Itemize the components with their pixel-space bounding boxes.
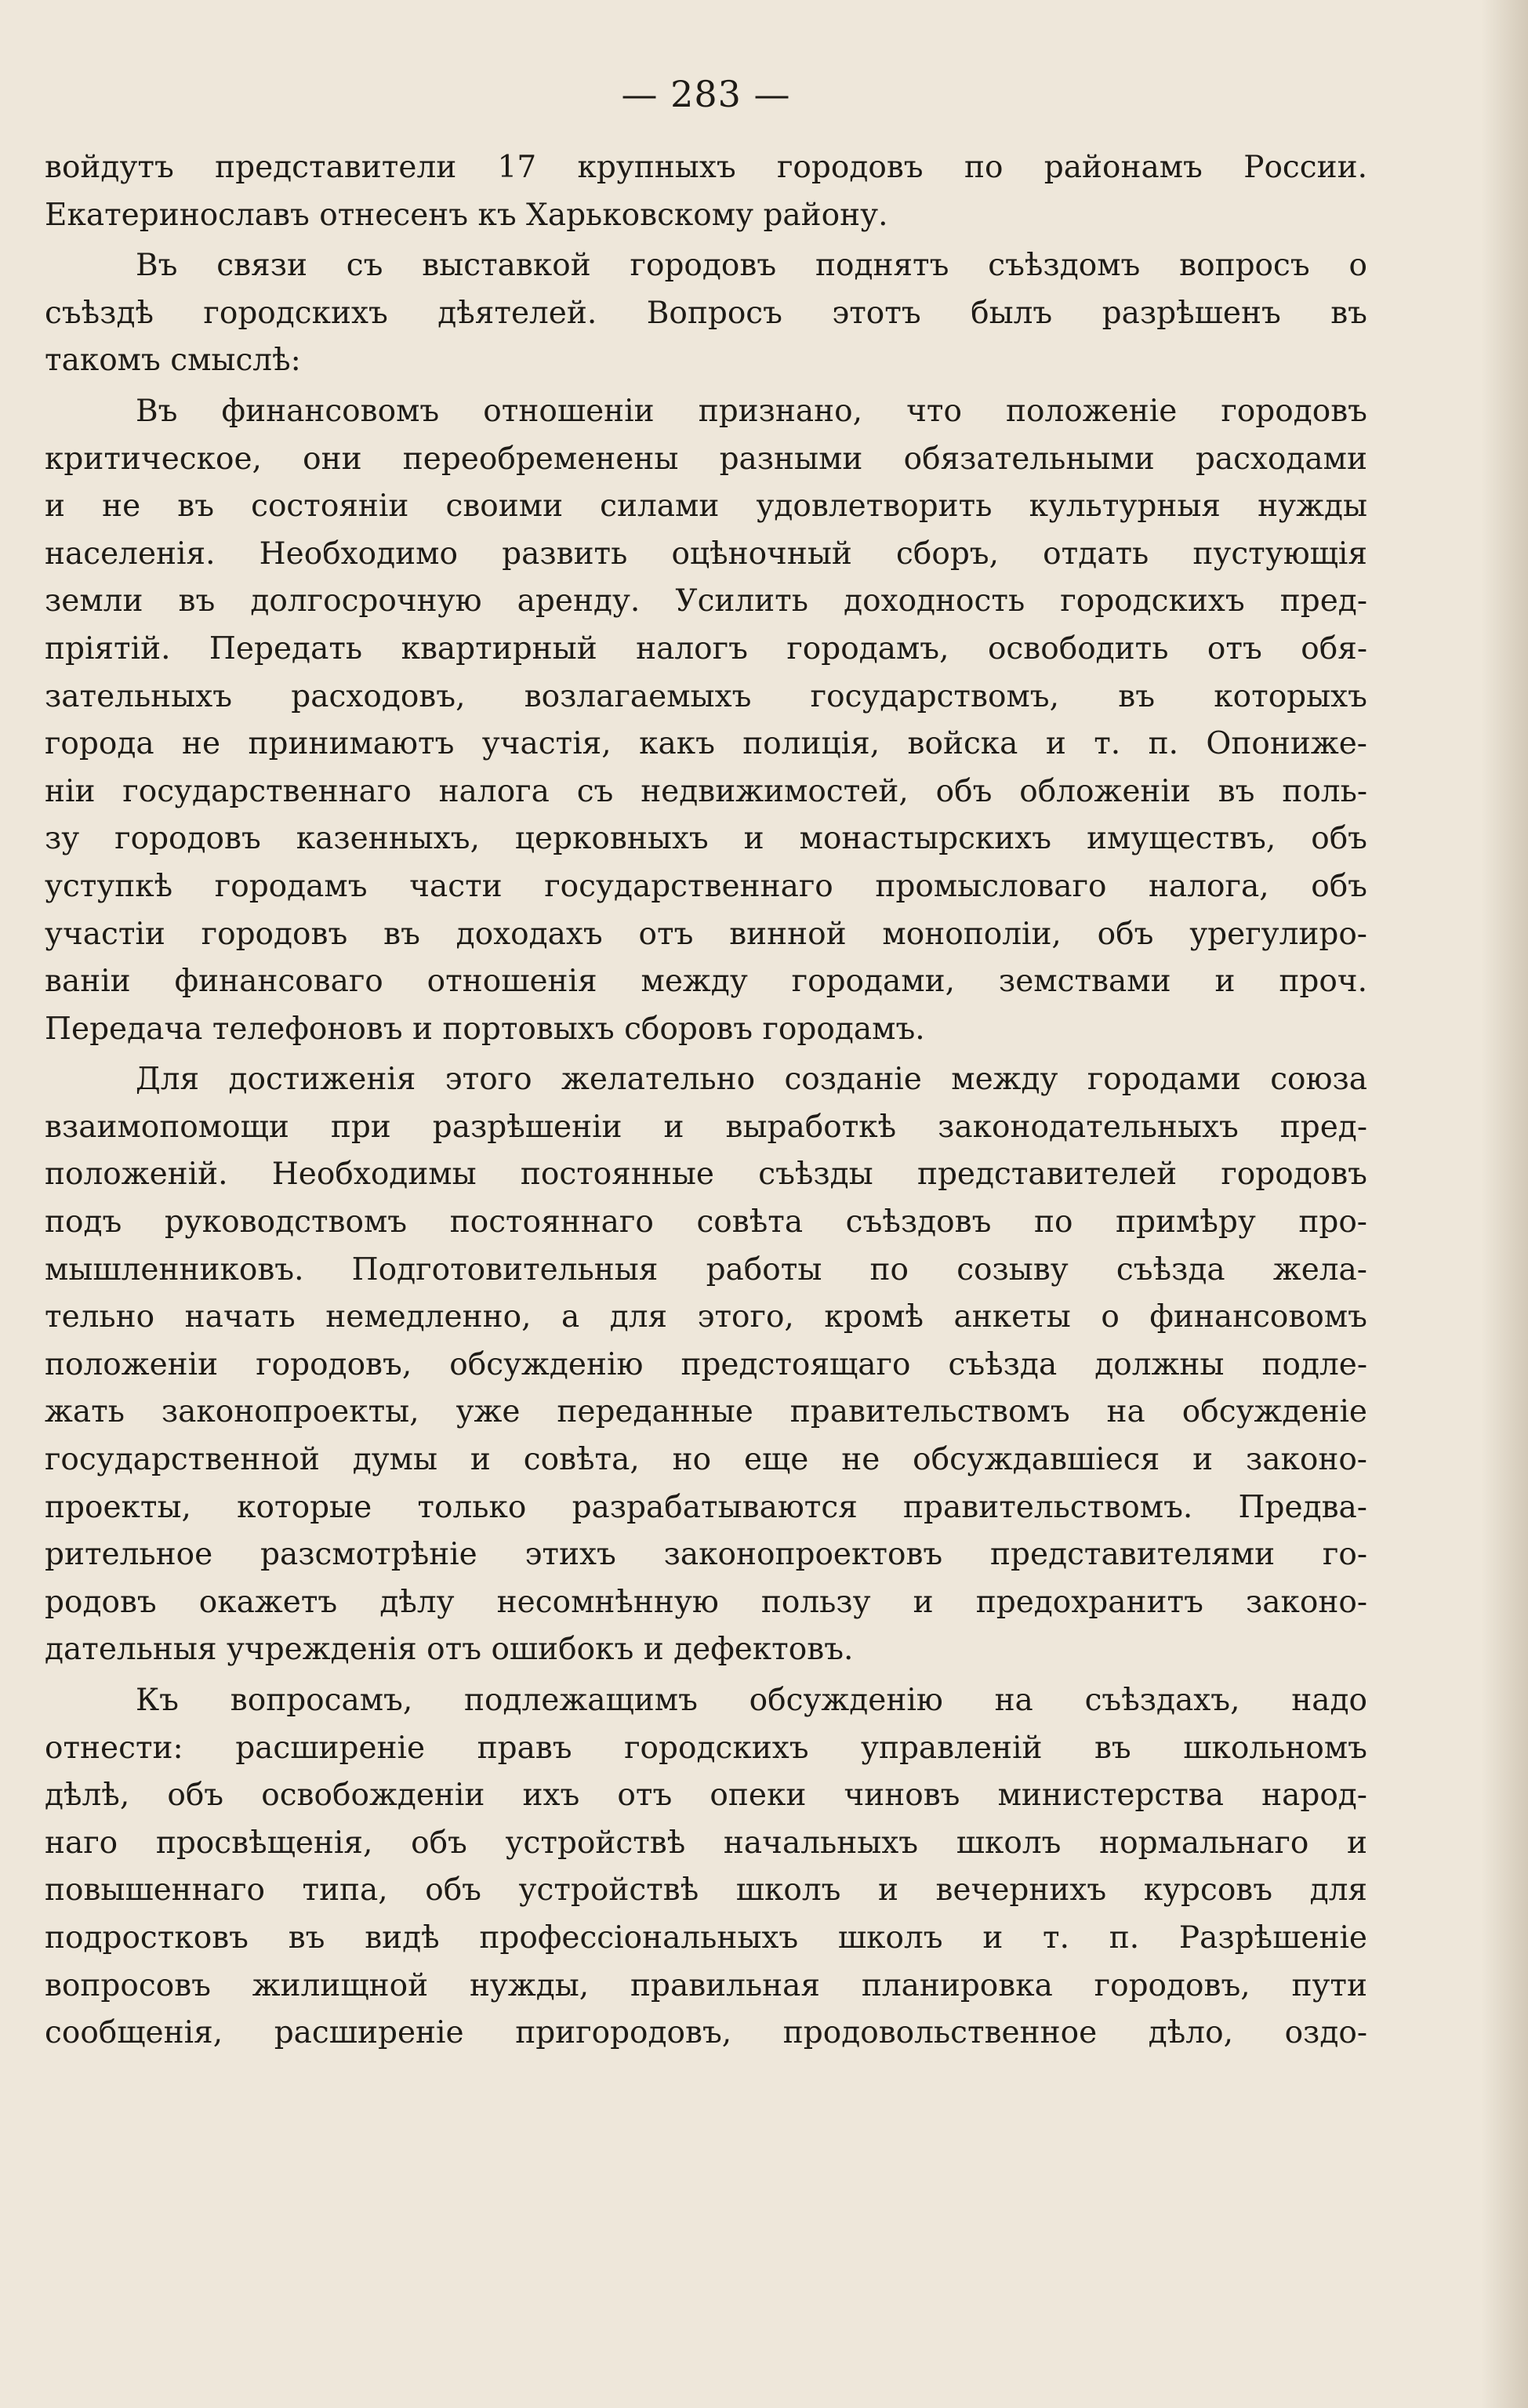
body-text	[45, 144, 1367, 2058]
text-line: критическое, они переобременены разными обязательными расходами	[45, 441, 1367, 477]
text-line: уступкѣ городамъ части государственнаго промысловаго налога, объ	[45, 868, 1367, 904]
text-line: Въ финансовомъ отношенiи признано, что положенiе городовъ	[136, 393, 1367, 429]
text-line: ванiи финансоваго отношенiя между городами, земствами и проч.	[45, 964, 1367, 1000]
text-line: такомъ смыслѣ:	[45, 343, 301, 379]
text-line: Для достиженiя этого желательно созданiе между городами союза	[136, 1062, 1367, 1098]
text-line: зу городовъ казенныхъ, церковныхъ и монастырскихъ имуществъ, объ	[45, 821, 1367, 857]
text-line: положенiи городовъ, обсужденiю предстоящаго съѣзда должны подле-	[45, 1346, 1367, 1382]
text-line: положенiй. Необходимы постоянные съѣзды представителей городовъ	[45, 1157, 1367, 1193]
text-line: нiи государственнаго налога съ недвижимостей, объ обложенiи въ поль-	[45, 773, 1367, 809]
text-line: города не принимаютъ участiя, какъ полицiя, войска и т. п. Опониже-	[45, 726, 1367, 762]
text-line: государственной думы и совѣта, но еще не обсуждавшiеся и законо-	[45, 1442, 1367, 1478]
text-line: участiи городовъ въ доходахъ отъ винной монополiи, объ урегулиро-	[45, 916, 1367, 952]
text-line: рительное разсмотрѣнiе этихъ законопроектовъ представителями го-	[45, 1537, 1367, 1573]
text-line: мышленниковъ. Подготовительныя работы по созыву съѣзда жела-	[45, 1251, 1367, 1288]
text-line: родовъ окажетъ дѣлу несомнѣнную пользу и предохранитъ законо-	[45, 1584, 1367, 1620]
text-line: подъ руководствомъ постояннаго совѣта съѣздовъ по примѣру про-	[45, 1204, 1367, 1240]
text-line: войдутъ представители 17 крупныхъ городовъ по районамъ России.	[45, 150, 1367, 185]
text-line: наго просвѣщенiя, объ устройствѣ начальныхъ школъ нормальнаго и	[45, 1825, 1367, 1861]
text-line: зательныхъ расходовъ, возлагаемыхъ государствомъ, въ которыхъ	[45, 678, 1367, 714]
text-line: дѣлѣ, объ освобожденiи ихъ отъ опеки чиновъ министерства народ-	[45, 1778, 1367, 1814]
text-line: прiятiй. Передать квартирный налогъ городамъ, освободить отъ обя-	[45, 630, 1367, 666]
page-number: — 283 —	[621, 73, 791, 115]
text-line: проекты, которые только разрабатываются правительствомъ. Предва-	[45, 1489, 1367, 1525]
text-line: Къ вопросамъ, подлежащимъ обсужденiю на съѣздахъ, надо	[136, 1683, 1367, 1718]
text-line: земли въ долгосрочную аренду. Усилить доходность городскихъ пред-	[45, 583, 1367, 619]
text-line: Передача телефоновъ и портовыхъ сборовъ городамъ.	[45, 1011, 925, 1047]
text-line: повышеннаго типа, объ устройствѣ школъ и вечернихъ курсовъ для	[45, 1872, 1367, 1909]
text-line: и не въ состоянiи своими силами удовлетворить культурныя нужды	[45, 489, 1367, 525]
text-line: сообщенiя, расширенiе пригородовъ, продовольственное дѣло, оздо-	[45, 2015, 1367, 2051]
text-line: населенiя. Необходимо развить оцѣночный сборъ, отдать пустующiя	[45, 536, 1367, 572]
page-edge-shadow	[1481, 0, 1528, 2408]
text-line: жать законопроекты, уже переданные правительствомъ на обсужденiе	[45, 1394, 1367, 1430]
text-line: Екатеринославъ отнесенъ къ Харьковскому району.	[45, 197, 888, 233]
text-line: съѣздѣ городскихъ дѣятелей. Вопросъ этотъ былъ разрѣшенъ въ	[45, 295, 1367, 331]
text-line: Въ связи съ выставкой городовъ поднятъ съѣздомъ вопросъ о	[136, 248, 1367, 284]
text-line: дательныя учрежденiя отъ ошибокъ и дефектовъ.	[45, 1632, 854, 1668]
text-line: тельно начать немедленно, а для этого, кромѣ анкеты о финансовомъ	[45, 1299, 1367, 1335]
text-line: вопросовъ жилищной нужды, правильная планировка городовъ, пути	[45, 1967, 1367, 2003]
text-line: отнести: расширенiе правъ городскихъ управленiй въ школьномъ	[45, 1730, 1367, 1766]
text-line: взаимопомощи при разрѣшенiи и выработкѣ законодательныхъ пред-	[45, 1109, 1367, 1145]
text-line: подростковъ въ видѣ профессiональныхъ школъ и т. п. Разрѣшенiе	[45, 1919, 1367, 1956]
